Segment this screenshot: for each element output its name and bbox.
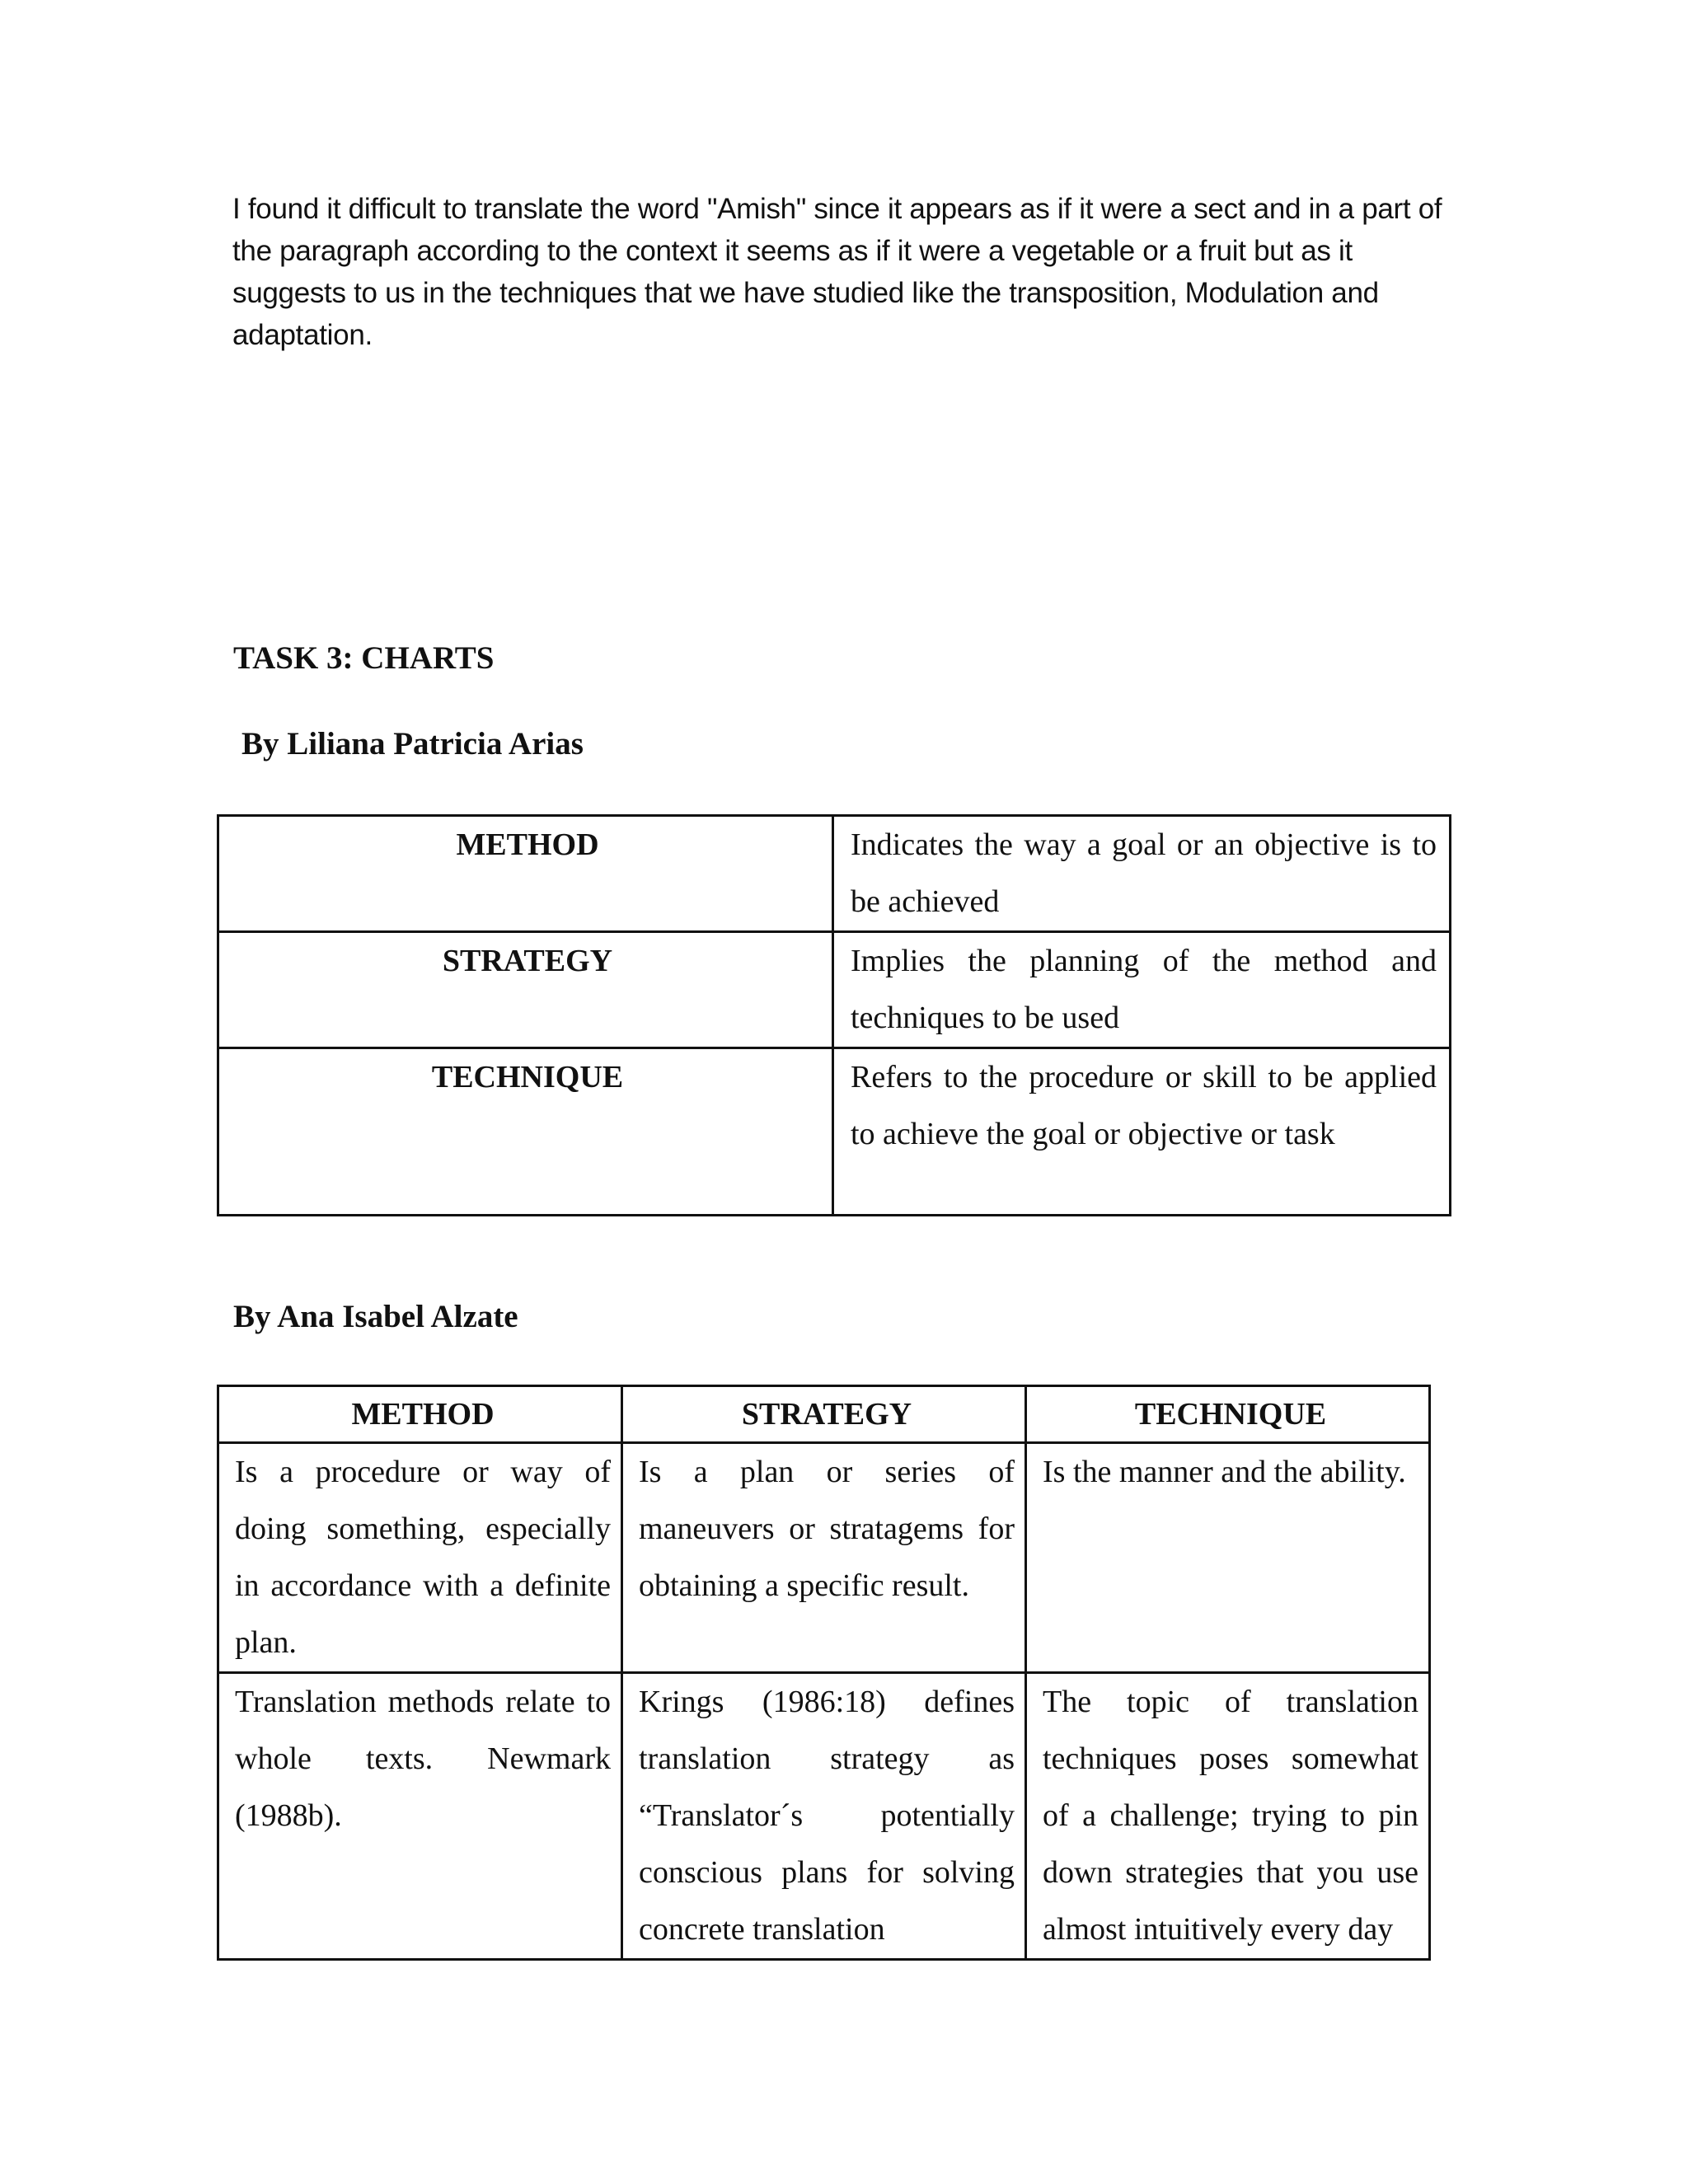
table-cell: Is a procedure or way of doing something, especially in accordance with a definite plan. bbox=[218, 1443, 622, 1673]
definitions-table-1 bbox=[217, 814, 1451, 1216]
table-cell: Translation methods relate to whole texts. Newmark (1988b). bbox=[218, 1673, 622, 1960]
byline-ana: By Ana Isabel Alzate bbox=[233, 1299, 518, 1334]
table-row bbox=[218, 816, 1451, 932]
term-cell-technique: TECHNIQUE bbox=[218, 1048, 833, 1216]
task-heading: TASK 3: CHARTS bbox=[233, 640, 495, 676]
table-cell: Is the manner and the ability. bbox=[1026, 1443, 1430, 1673]
column-header-strategy: STRATEGY bbox=[622, 1386, 1026, 1443]
byline-liliana: By Liliana Patricia Arias bbox=[241, 726, 584, 762]
definition-cell-strategy: Implies the planning of the method and techniques to be used bbox=[833, 932, 1451, 1048]
table-row bbox=[218, 1673, 1430, 1960]
table-row bbox=[218, 1048, 1451, 1216]
table-cell: Is a plan or series of maneuvers or stratagems for obtaining a specific result. bbox=[622, 1443, 1026, 1673]
table-row bbox=[218, 932, 1451, 1048]
intro-paragraph: I found it difficult to translate the word "Amish" since it appears as if it were a sect and in a part of the paragraph according to the context it seems as if it were a vegetable or a fruit but as it suggests to us in the techniques that we have studied like the transposition, Modulation and adaptation. bbox=[232, 193, 1442, 351]
term-cell-method: METHOD bbox=[218, 816, 833, 932]
definition-cell-method: Indicates the way a goal or an objective is to be achieved bbox=[833, 816, 1451, 932]
column-header-technique: TECHNIQUE bbox=[1026, 1386, 1430, 1443]
definitions-table-2 bbox=[217, 1385, 1431, 1961]
table-cell: The topic of translation techniques poses somewhat of a challenge; trying to pin down strategies that you use almost intuitively every day bbox=[1026, 1673, 1430, 1960]
term-cell-strategy: STRATEGY bbox=[218, 932, 833, 1048]
table-cell: Krings (1986:18) defines translation strategy as “Translator´s potentially conscious plans for solving concrete translation bbox=[622, 1673, 1026, 1960]
definition-cell-technique: Refers to the procedure or skill to be applied to achieve the goal or objective or task bbox=[833, 1048, 1451, 1216]
column-header-method: METHOD bbox=[218, 1386, 622, 1443]
table-row bbox=[218, 1443, 1430, 1673]
table-header-row bbox=[218, 1386, 1430, 1443]
